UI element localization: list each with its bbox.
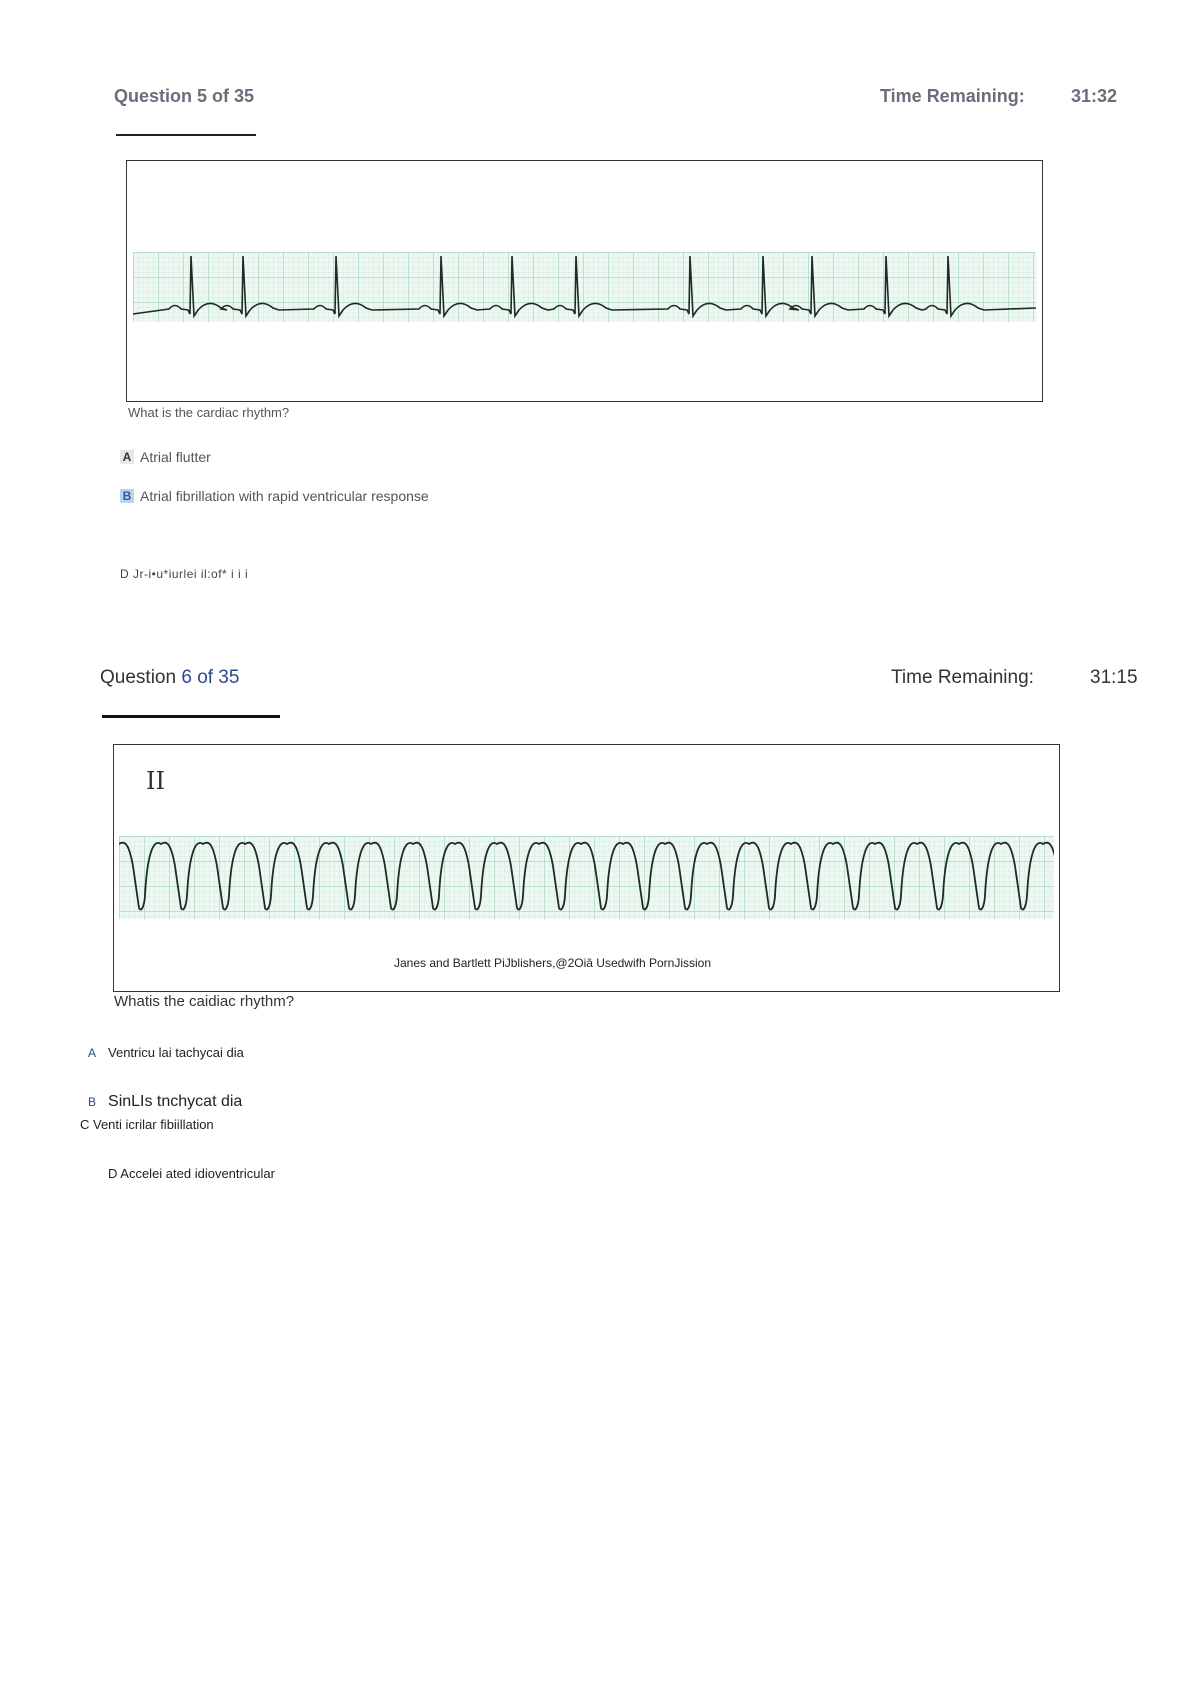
question-word: Question xyxy=(100,667,177,688)
question-number: 6 xyxy=(181,667,192,688)
ecg-strip-q6 xyxy=(119,836,1054,919)
option-letter: B xyxy=(88,1095,97,1109)
time-remaining-value-q6: 31:15 xyxy=(1090,667,1138,688)
question-5-prompt: What is the cardiac rhythm? xyxy=(128,405,290,420)
question-6-label xyxy=(100,667,239,689)
option-d-q6[interactable] xyxy=(108,1166,275,1181)
option-text: C Venti icrilar fibiillation xyxy=(80,1117,214,1132)
option-c-q6[interactable] xyxy=(80,1117,214,1132)
option-text: SinLIs tnchycat dia xyxy=(108,1093,243,1110)
ecg-image-q5 xyxy=(126,160,1043,402)
ecg-image-q6 xyxy=(113,744,1060,992)
lead-label: II xyxy=(146,767,165,795)
option-d-q5[interactable]: D Jr-i•u*iurlei il:of* i i i xyxy=(120,567,249,581)
time-remaining-value: 31:32 xyxy=(1071,86,1118,106)
option-letter: B xyxy=(120,489,134,503)
option-text: D Accelei ated idioventricular xyxy=(108,1166,275,1181)
option-text: Ventricu lai tachycai dia xyxy=(108,1045,244,1060)
image-credit: Janes and Bartlett PiJblishers,@2Oiâ Usedwifh PornJission xyxy=(394,956,711,970)
option-letter: A xyxy=(120,450,134,464)
option-text: Atrial flutter xyxy=(140,449,211,465)
question-6-underline xyxy=(102,715,280,718)
time-remaining-label-q6 xyxy=(891,667,1034,689)
question-6-prompt: Whatis the caidiac rhythm? xyxy=(114,993,295,1010)
remaining-word: Remaining: xyxy=(937,667,1034,688)
option-a-q5[interactable] xyxy=(120,449,211,465)
time-word: Time xyxy=(891,667,933,688)
option-b-q5[interactable] xyxy=(120,488,429,504)
question-5-underline xyxy=(116,134,256,136)
option-a-q6[interactable] xyxy=(88,1045,244,1060)
option-text: Atrial fibrillation with rapid ventricular response xyxy=(140,488,429,504)
time-remaining-label: Time Remaining: xyxy=(880,86,1025,106)
option-letter: A xyxy=(88,1046,97,1060)
option-b-q6[interactable] xyxy=(88,1093,242,1111)
question-5-label: Question 5 of 35 xyxy=(114,86,255,106)
ecg-strip-q5 xyxy=(133,252,1036,322)
question-total: of 35 xyxy=(197,667,240,688)
